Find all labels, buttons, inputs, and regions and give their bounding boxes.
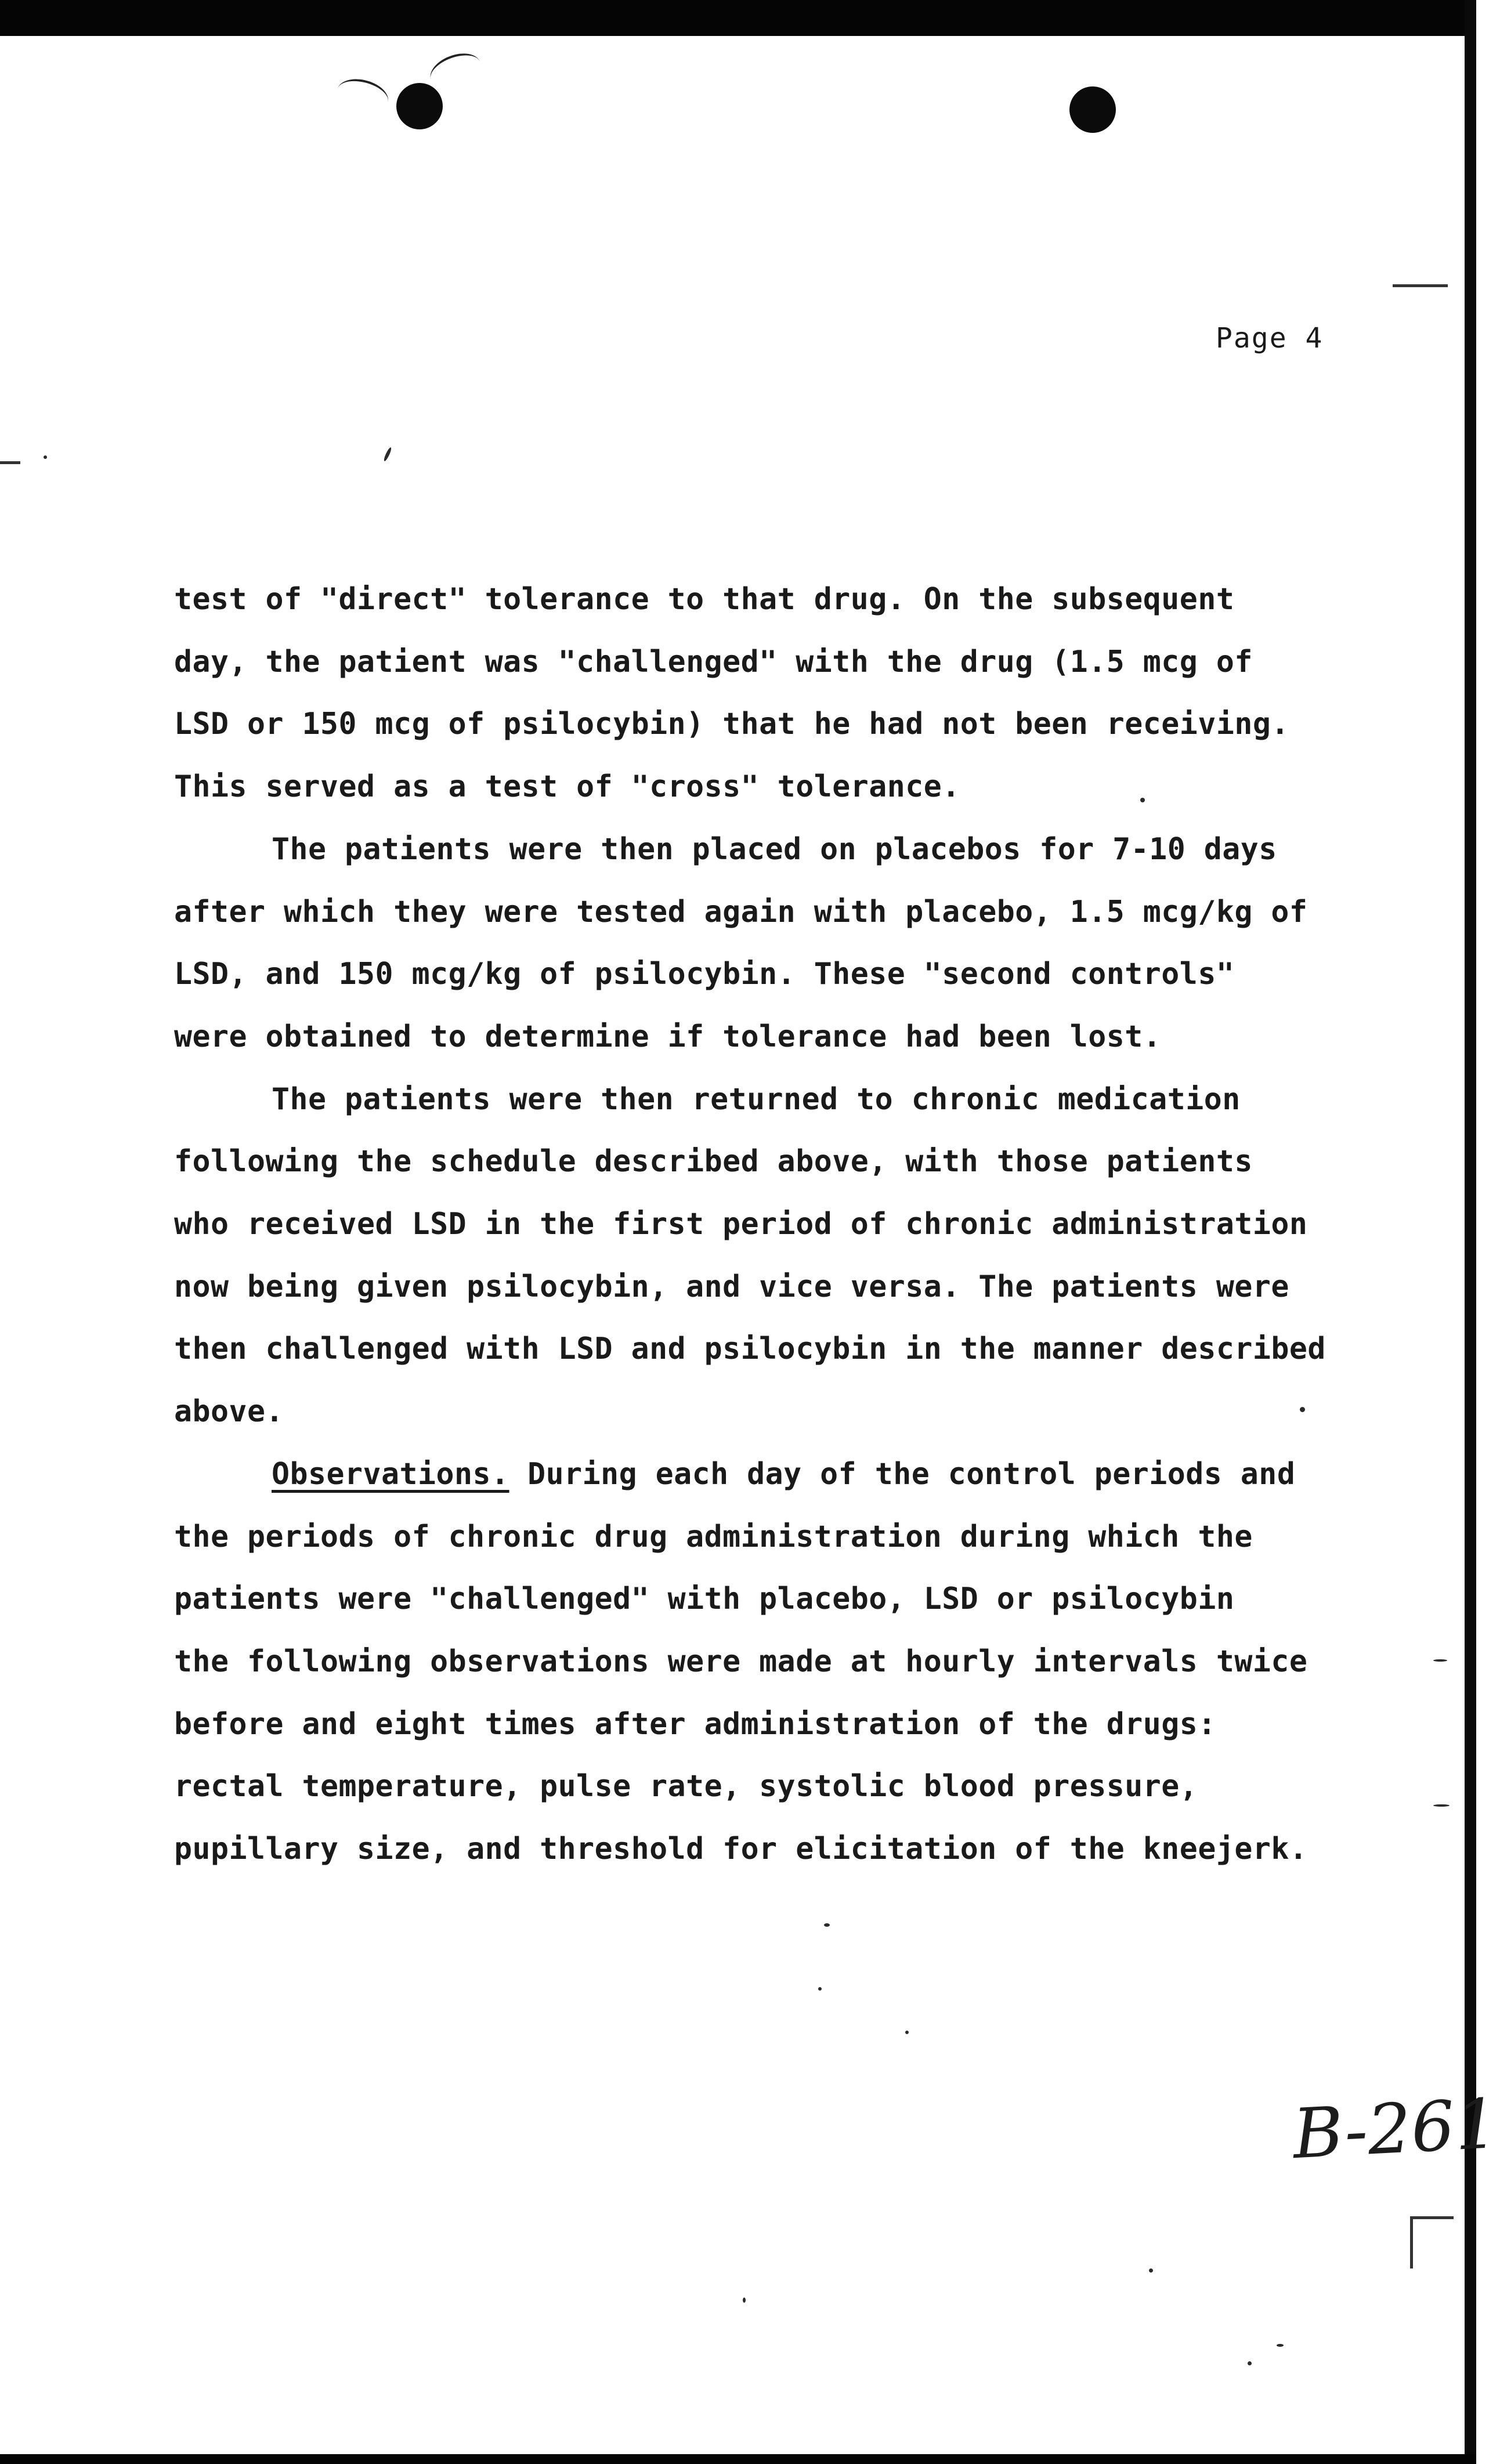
text-line: then challenged with LSD and psilocybin in the manner described — [174, 1331, 1326, 1367]
scan-bottom-border — [0, 2454, 1476, 2464]
text-line: before and eight times after administration of the drugs: — [174, 1706, 1216, 1742]
scan-speck — [1149, 2268, 1153, 2273]
paragraph-2 — [174, 819, 1369, 1069]
scan-speck — [1277, 2344, 1284, 2347]
text-line: now being given psilocybin, and vice versa. The patients were — [174, 1269, 1289, 1304]
scan-mark — [1393, 284, 1448, 287]
text-line: were obtained to determine if tolerance had been lost. — [174, 1019, 1162, 1054]
text-line: The patients were then returned to chronic medication — [272, 1081, 1241, 1117]
text-line: LSD, and 150 mcg/kg of psilocybin. These "second controls" — [174, 957, 1235, 992]
scan-speck — [824, 1923, 830, 1927]
text-line: rectal temperature, pulse rate, systolic blood pressure, — [174, 1769, 1198, 1804]
punch-hole-right — [1069, 86, 1116, 133]
text-line: above. — [174, 1394, 284, 1430]
punch-hole-shadow — [334, 74, 392, 117]
document-body — [174, 569, 1369, 1881]
scan-speck — [1433, 1659, 1447, 1662]
scan-mark — [1410, 2216, 1454, 2219]
scan-speck — [905, 2031, 909, 2034]
text-line: following the schedule described above, with those patients — [174, 1144, 1253, 1179]
punch-hole-left — [396, 83, 443, 129]
handwritten-annotation: B-261 — [1291, 2083, 1500, 2174]
scan-speck — [1140, 798, 1145, 802]
scan-speck — [1433, 1804, 1450, 1807]
paragraph-4 — [174, 1443, 1369, 1881]
scan-speck — [818, 1987, 822, 1991]
text-line — [174, 1443, 1369, 1506]
section-heading-observations: Observations. — [272, 1456, 509, 1492]
paragraph-3 — [174, 1069, 1369, 1443]
text-line: patients were "challenged" with placebo, LSD or psilocybin — [174, 1582, 1235, 1617]
scan-speck — [743, 2297, 746, 2303]
scan-speck — [383, 447, 392, 462]
page-number: Page 4 — [1216, 322, 1324, 354]
text-line: day, the patient was "challenged" with the drug (1.5 mcg of — [174, 644, 1253, 679]
paragraph-1 — [174, 569, 1369, 819]
scan-mark — [1410, 2216, 1413, 2268]
scan-speck — [1300, 1407, 1305, 1412]
scan-speck — [1248, 2361, 1252, 2365]
scan-speck — [44, 455, 47, 459]
text-line: after which they were tested again with placebo, 1.5 mcg/kg of — [174, 894, 1308, 929]
text-line: the periods of chronic drug administration during which the — [174, 1519, 1253, 1554]
text-line: test of "direct" tolerance to that drug. On the subsequent — [174, 582, 1235, 617]
text-line: who received LSD in the first period of chronic administration — [174, 1207, 1308, 1242]
text-line: This served as a test of "cross" tolerance. — [174, 769, 960, 805]
text-line: LSD or 150 mcg of psilocybin) that he had not been receiving. — [174, 707, 1289, 742]
scan-top-border — [0, 0, 1476, 36]
text-line: pupillary size, and threshold for elicitation of the kneejerk. — [174, 1832, 1308, 1867]
text-line: The patients were then placed on placebos for 7-10 days — [272, 831, 1277, 867]
punch-hole-shadow — [425, 47, 485, 95]
scan-mark — [0, 461, 20, 464]
text-line: the following observations were made at hourly intervals twice — [174, 1644, 1308, 1679]
text-line-continuation: During each day of the control periods and — [509, 1456, 1296, 1492]
